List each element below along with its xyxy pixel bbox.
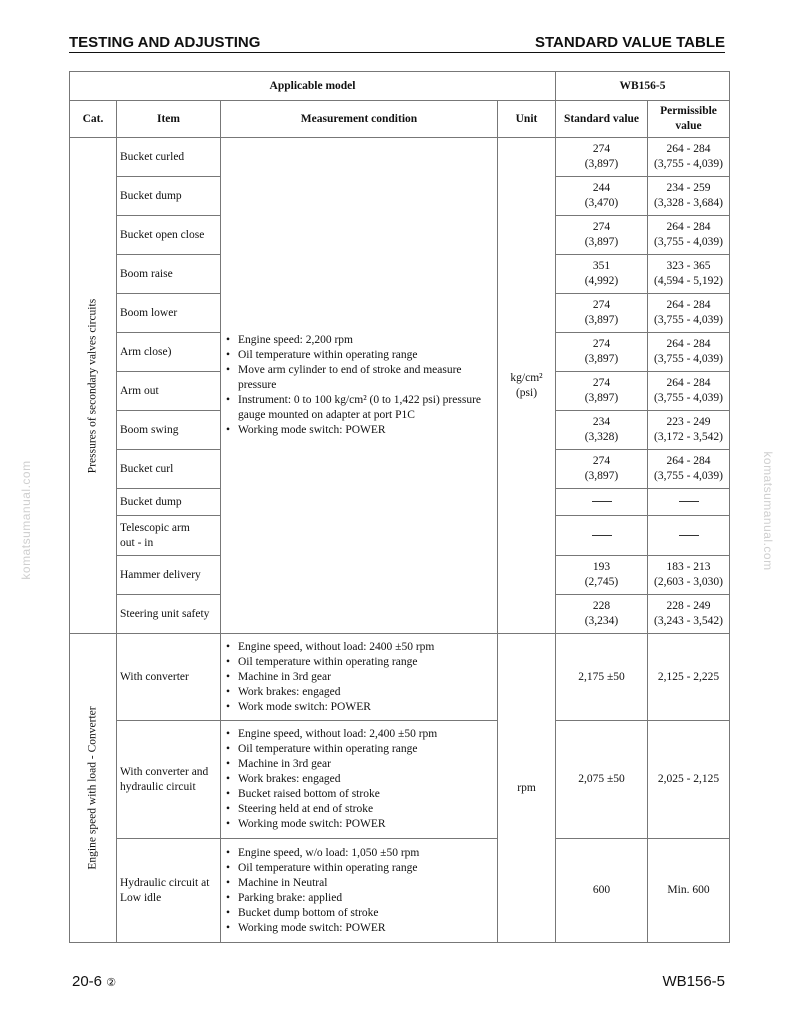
permissible-value: 264 - 284 (3,755 - 4,039) [648, 216, 730, 255]
condition-item: • Steering held at end of stroke [224, 802, 494, 817]
standard-value [556, 489, 648, 516]
page-header [69, 34, 725, 53]
item-name: Bucket open close [117, 216, 221, 255]
item-name: Boom raise [117, 255, 221, 294]
condition-item: • Machine in Neutral [224, 876, 494, 891]
permissible-value: 264 - 284 (3,755 - 4,039) [648, 372, 730, 411]
watermark-left: komatsumanual.com [19, 460, 33, 580]
model-row [70, 72, 730, 101]
condition-list [224, 846, 494, 936]
item-name: Boom swing [117, 411, 221, 450]
standard-value: 274 (3,897) [556, 333, 648, 372]
item-name: Boom lower [117, 294, 221, 333]
permissible-value [648, 516, 730, 556]
standard-value: 228 (3,234) [556, 595, 648, 634]
condition-item: • Engine speed, w/o load: 1,050 ±50 rpm [224, 846, 494, 861]
item-name: Bucket curl [117, 450, 221, 489]
column-header-row [70, 101, 730, 138]
condition-item: • Working mode switch: POWER [224, 921, 494, 936]
revision-mark: ② [106, 977, 117, 989]
permissible-value: 2,125 - 2,225 [648, 634, 730, 721]
condition-list [224, 640, 494, 715]
condition-item: • Work mode switch: POWER [224, 700, 494, 715]
standard-value: 234 (3,328) [556, 411, 648, 450]
dash-mark [592, 501, 612, 502]
permissible-value: 323 - 365 (4,594 - 5,192) [648, 255, 730, 294]
condition-item: • Oil temperature within operating range [224, 348, 494, 363]
condition-item: • Oil temperature within operating range [224, 861, 494, 876]
permissible-value: 183 - 213 (2,603 - 3,030) [648, 556, 730, 595]
condition-item: • Bucket raised bottom of stroke [224, 787, 494, 802]
condition-item: • Oil temperature within operating range [224, 742, 494, 757]
condition-item: • Work brakes: engaged [224, 772, 494, 787]
condition-item: • Machine in 3rd gear [224, 670, 494, 685]
condition-item: • Engine speed: 2,200 rpm [224, 333, 494, 348]
permissible-value: Min. 600 [648, 839, 730, 943]
item-name: Bucket curled [117, 138, 221, 177]
standard-value: 351 (4,992) [556, 255, 648, 294]
category-pressures [70, 138, 117, 634]
condition-item: • Move arm cylinder to end of stroke and measure pressure [224, 363, 494, 393]
item-name: With converter and hydraulic circuit [117, 721, 221, 839]
permissible-value: 264 - 284 (3,755 - 4,039) [648, 333, 730, 372]
standard-value: 600 [556, 839, 648, 943]
model-value: WB156-5 [556, 72, 730, 101]
col-unit: Unit [498, 101, 556, 138]
condition-item: • Engine speed, without load: 2,400 ±50 rpm [224, 727, 494, 742]
item-name: Bucket dump [117, 177, 221, 216]
category-label: Engine speed with load - Converter [86, 706, 99, 870]
standard-value: 274 (3,897) [556, 372, 648, 411]
page-number [72, 973, 116, 990]
permissible-value: 2,025 - 2,125 [648, 721, 730, 839]
standard-value: 193 (2,745) [556, 556, 648, 595]
condition-item: • Oil temperature within operating range [224, 655, 494, 670]
condition-item: • Bucket dump bottom of stroke [224, 906, 494, 921]
col-standard: Standard value [556, 101, 648, 138]
measurement-condition [221, 138, 498, 634]
dash-mark [592, 535, 612, 536]
condition-item: • Work brakes: engaged [224, 685, 494, 700]
table-row [70, 634, 730, 721]
page-number-text: 20-6 [72, 973, 103, 990]
footer-model: WB156-5 [662, 973, 725, 990]
item-name: Hammer delivery [117, 556, 221, 595]
condition-list [224, 333, 494, 438]
permissible-value [648, 489, 730, 516]
standard-value: 2,175 ±50 [556, 634, 648, 721]
standard-value: 274 (3,897) [556, 294, 648, 333]
watermark-right: komatsumanual.com [761, 451, 775, 571]
item-name: Telescopic arm out - in [117, 516, 221, 556]
item-name: Hydraulic circuit at Low idle [117, 839, 221, 943]
unit-value: rpm [498, 634, 556, 943]
standard-value: 274 (3,897) [556, 450, 648, 489]
permissible-value: 264 - 284 (3,755 - 4,039) [648, 138, 730, 177]
col-cat: Cat. [70, 101, 117, 138]
category-label: Pressures of secondary valves circuits [86, 298, 99, 473]
condition-item: • Working mode switch: POWER [224, 817, 494, 832]
table-row [70, 839, 730, 943]
table-title: STANDARD VALUE TABLE [535, 34, 725, 51]
condition-item: • Working mode switch: POWER [224, 423, 494, 438]
permissible-value: 223 - 249 (3,172 - 3,542) [648, 411, 730, 450]
col-permissible: Permissible value [648, 101, 730, 138]
item-name: Steering unit safety [117, 595, 221, 634]
standard-value: 274 (3,897) [556, 216, 648, 255]
col-item: Item [117, 101, 221, 138]
unit-value: kg/cm² (psi) [498, 138, 556, 634]
standard-value-table [69, 71, 730, 943]
table-row [70, 721, 730, 839]
permissible-value: 264 - 284 (3,755 - 4,039) [648, 450, 730, 489]
condition-list [224, 727, 494, 832]
standard-value: 274 (3,897) [556, 138, 648, 177]
item-name: With converter [117, 634, 221, 721]
condition-item: • Parking brake: applied [224, 891, 494, 906]
item-name: Arm close) [117, 333, 221, 372]
item-name: Bucket dump [117, 489, 221, 516]
permissible-value: 264 - 284 (3,755 - 4,039) [648, 294, 730, 333]
condition-item: • Engine speed, without load: 2400 ±50 rpm [224, 640, 494, 655]
condition-item: • Machine in 3rd gear [224, 757, 494, 772]
category-engine-speed [70, 634, 117, 943]
measurement-condition [221, 634, 498, 721]
standard-value: 244 (3,470) [556, 177, 648, 216]
condition-item: • Instrument: 0 to 100 kg/cm² (0 to 1,422 psi) pressure gauge mounted on adapter at port P1C [224, 393, 494, 423]
standard-value: 2,075 ±50 [556, 721, 648, 839]
col-condition: Measurement condition [221, 101, 498, 138]
item-name: Arm out [117, 372, 221, 411]
dash-mark [679, 535, 699, 536]
permissible-value: 234 - 259 (3,328 - 3,684) [648, 177, 730, 216]
dash-mark [679, 501, 699, 502]
measurement-condition [221, 839, 498, 943]
applicable-model-label: Applicable model [70, 72, 556, 101]
standard-value [556, 516, 648, 556]
section-title: TESTING AND ADJUSTING [69, 34, 261, 51]
table-row [70, 138, 730, 177]
permissible-value: 228 - 249 (3,243 - 3,542) [648, 595, 730, 634]
measurement-condition [221, 721, 498, 839]
